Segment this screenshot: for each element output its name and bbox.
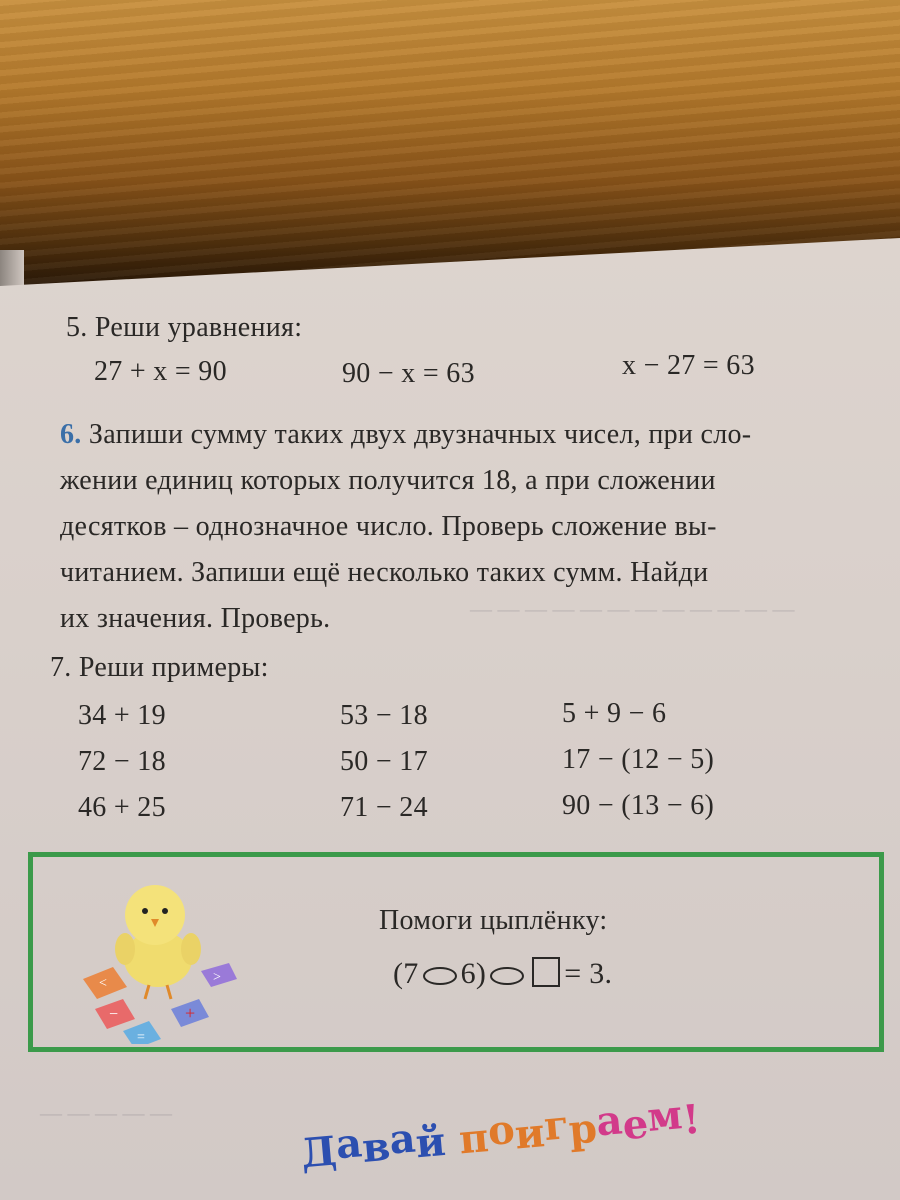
task5-number: 5. [66, 312, 88, 343]
example: 17 − (12 − 5) [562, 744, 715, 775]
blank-oval [423, 967, 457, 985]
game-title-letter: а [387, 1114, 418, 1164]
chick-icon [115, 885, 201, 999]
expr-end: = 3. [564, 957, 613, 990]
expr-open: (7 [393, 957, 419, 990]
example: 53 − 18 [340, 700, 428, 731]
game-title-letter: а [333, 1119, 364, 1169]
less-sign-card: < [99, 976, 107, 991]
example: 34 + 19 [78, 700, 166, 731]
bleed-through-text: — — — — — [40, 1100, 172, 1125]
example: 90 − (13 − 6) [562, 790, 715, 821]
game-title-letter: ! [680, 1095, 703, 1144]
task6-line-2: жении единиц которых получится 18, а при сложении [60, 465, 716, 496]
chick-illustration [53, 859, 253, 1044]
expr-mid: 6) [460, 957, 487, 990]
task6-line-4: читанием. Запиши ещё несколько таких сумм. Найди [60, 557, 709, 588]
example: 71 − 24 [340, 792, 428, 823]
task6-line-5: их значения. Проверь. [60, 603, 331, 634]
puzzle-title: Помоги цыплёнку: [379, 905, 608, 936]
greater-sign-card: > [213, 970, 221, 985]
task6-text: Запиши сумму таких двух двузначных чисел, при сло- [88, 419, 752, 450]
task6-line-3: десятков – однозначное число. Проверь сложение вы- [60, 511, 717, 542]
equation-3: x − 27 = 63 [622, 350, 755, 381]
blank-square [532, 957, 560, 987]
task7-title: Реши примеры: [78, 652, 269, 683]
task6-paragraph [60, 412, 850, 642]
task5-heading [66, 312, 302, 344]
task7-heading [50, 652, 269, 684]
equation-2: 90 − x = 63 [342, 358, 475, 389]
task5-title: Реши уравнения: [94, 312, 303, 343]
game-title-letter: г [541, 1101, 571, 1151]
game-title-letter: о [485, 1105, 517, 1155]
example: 50 − 17 [340, 746, 428, 777]
game-title-letter: а [594, 1096, 625, 1146]
equation-1: 27 + x = 90 [94, 356, 227, 387]
task6-line-1 [60, 412, 850, 458]
game-title-letter: и [512, 1109, 547, 1159]
puzzle-box [28, 852, 884, 1052]
game-title-letter: й [413, 1117, 448, 1168]
game-title-letter: в [360, 1122, 393, 1172]
task6-number: 6. [60, 419, 82, 450]
equals-card: = [137, 1030, 145, 1044]
game-title-letter: р [566, 1104, 599, 1154]
example: 46 + 25 [78, 792, 166, 823]
game-title-letter: п [457, 1114, 491, 1164]
game-title-letter: Д [298, 1127, 339, 1178]
game-title-letter: м [645, 1091, 685, 1142]
task7-number: 7. [50, 652, 72, 683]
example: 5 + 9 − 6 [562, 698, 667, 729]
game-title-letter: е [620, 1100, 651, 1150]
example: 72 − 18 [78, 746, 166, 777]
blank-oval [490, 967, 524, 985]
plus-card: + [185, 1003, 196, 1023]
puzzle-expression [393, 957, 612, 991]
bleed-through-text: — — — — — — — — — — — — [470, 596, 795, 621]
minus-card: − [109, 1006, 119, 1023]
